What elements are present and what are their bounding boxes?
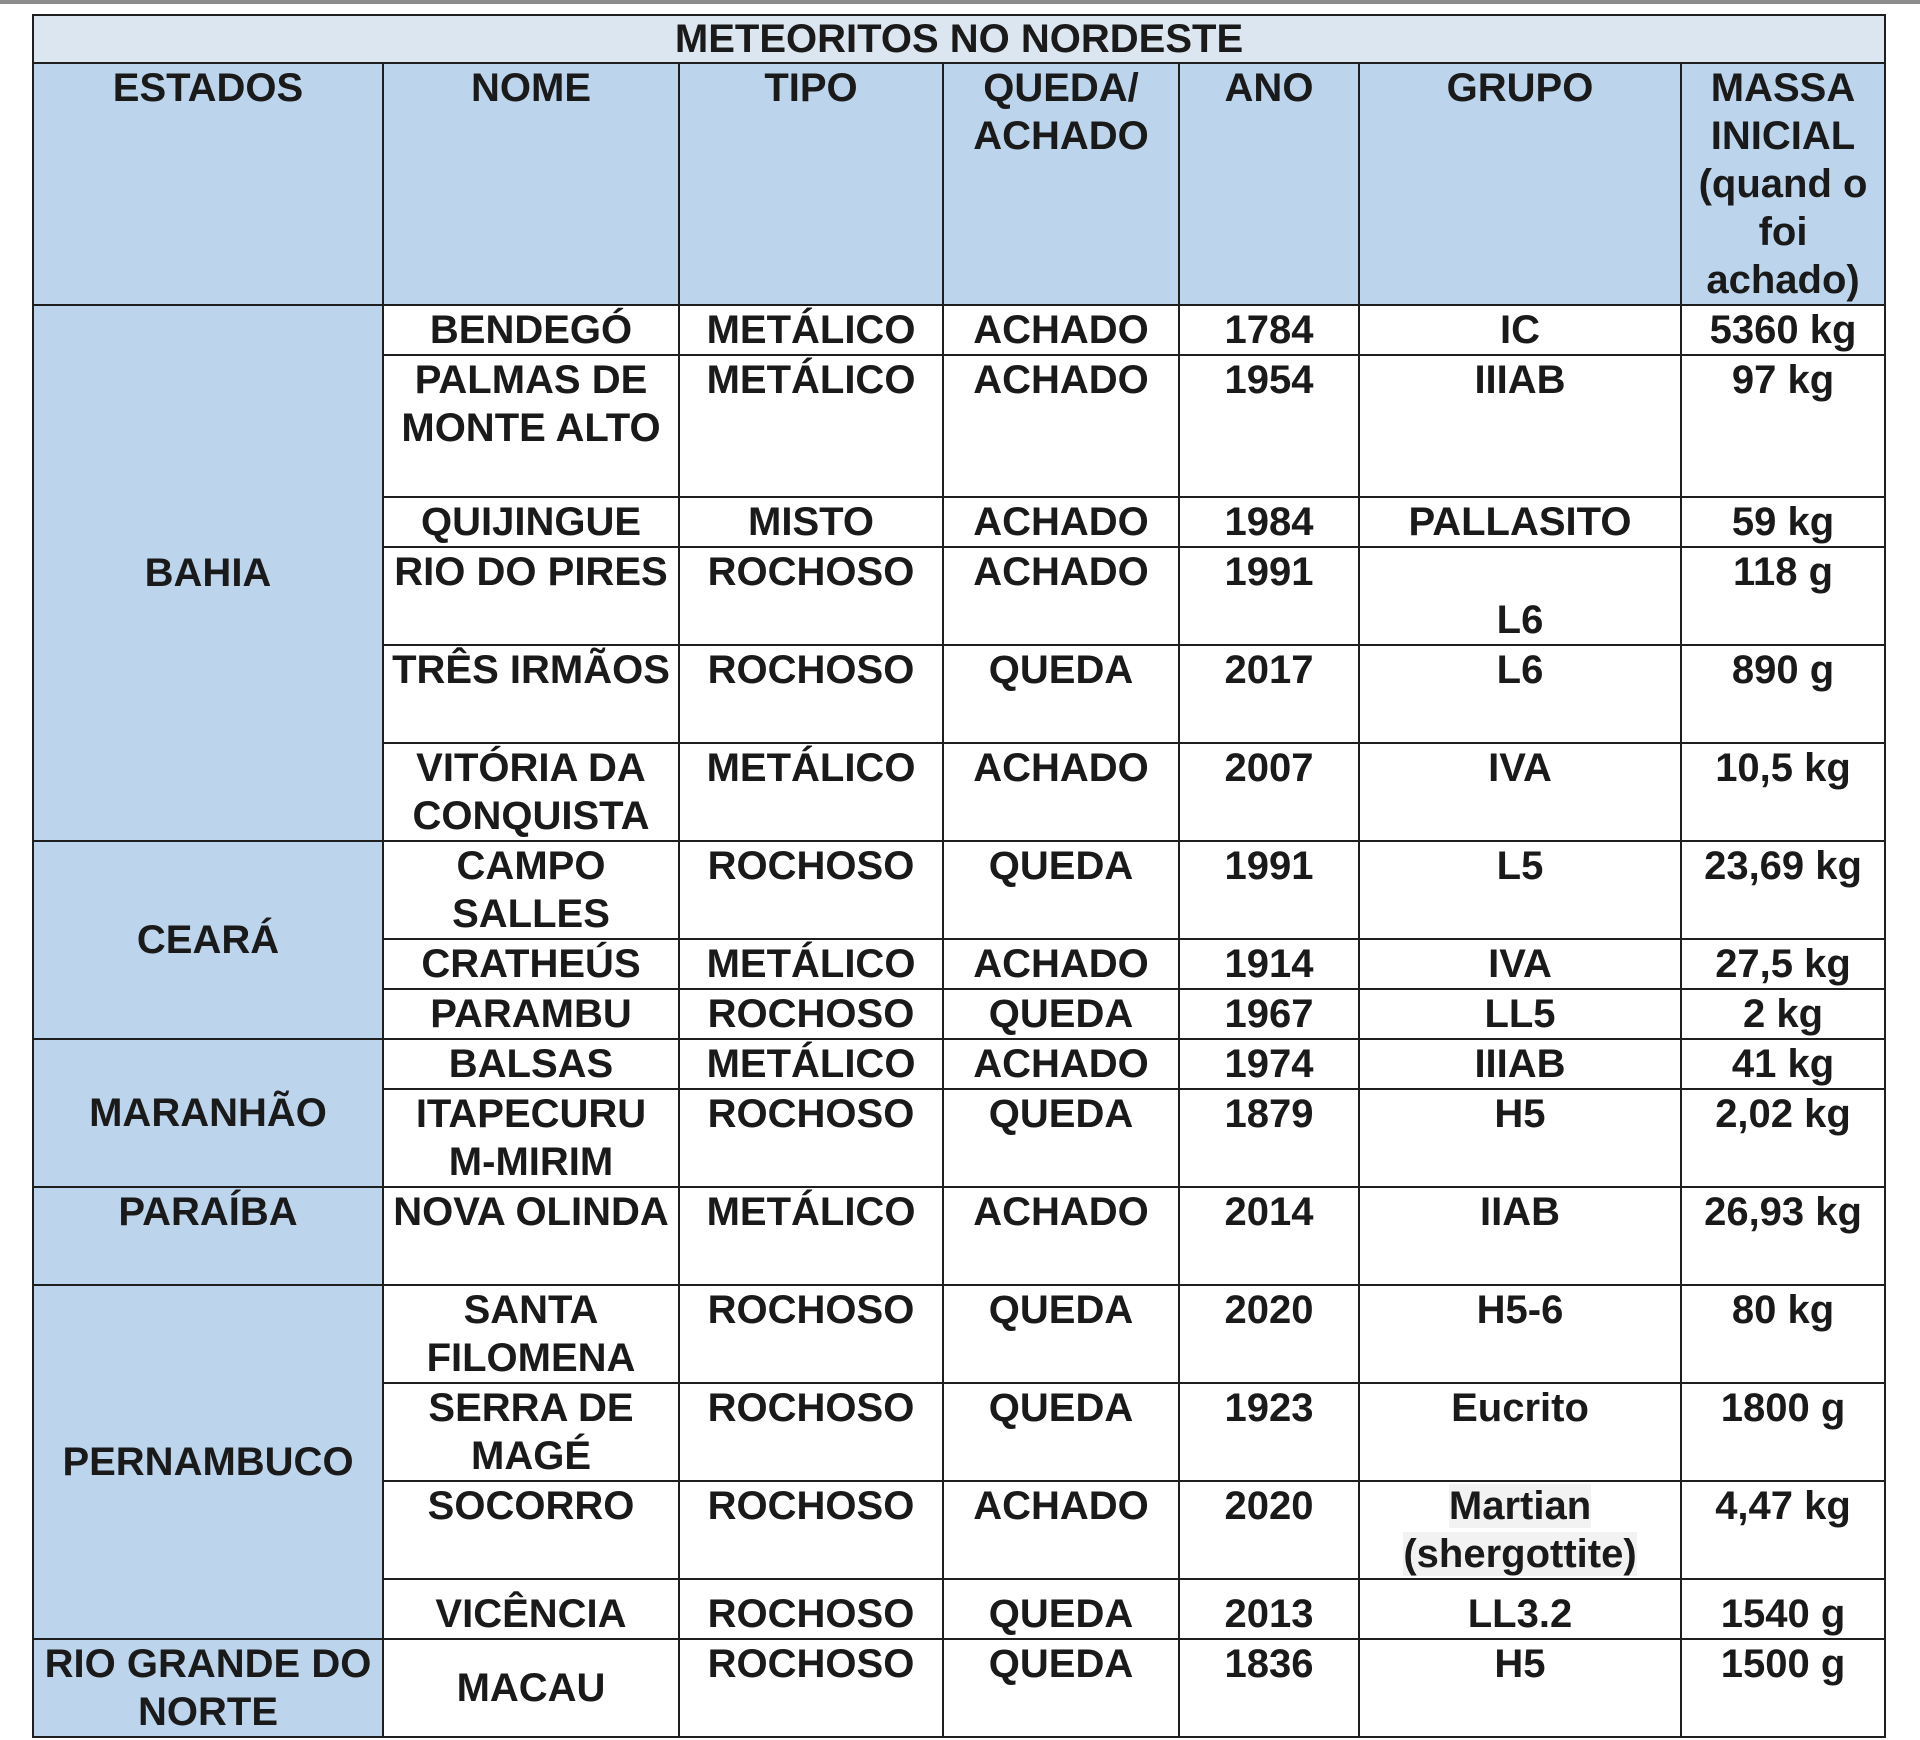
cell-ano: 2013 [1179, 1579, 1359, 1639]
header-nome: NOME [383, 63, 679, 305]
cell-tipo: MISTO [679, 497, 943, 547]
cell-tipo: ROCHOSO [679, 1383, 943, 1481]
table-title: METEORITOS NO NORDESTE [33, 15, 1885, 63]
header-row [33, 63, 1885, 305]
cell-massa: 2 kg [1681, 989, 1885, 1039]
meteorites-table [32, 14, 1886, 1738]
cell-massa: 97 kg [1681, 355, 1885, 497]
cell-nome: TRÊS IRMÃOS [383, 645, 679, 743]
state-maranhao: MARANHÃO [33, 1039, 383, 1187]
cell-queda: QUEDA [943, 989, 1179, 1039]
cell-ano: 1984 [1179, 497, 1359, 547]
meteorites-table-container [32, 14, 1884, 1738]
cell-tipo: ROCHOSO [679, 1089, 943, 1187]
cell-tipo: METÁLICO [679, 939, 943, 989]
cell-tipo: METÁLICO [679, 355, 943, 497]
cell-queda: ACHADO [943, 1187, 1179, 1285]
cell-tipo: ROCHOSO [679, 989, 943, 1039]
cell-nome: RIO DO PIRES [383, 547, 679, 645]
table-row [33, 1639, 1885, 1737]
cell-queda: ACHADO [943, 939, 1179, 989]
cell-queda: QUEDA [943, 1089, 1179, 1187]
cell-queda: ACHADO [943, 355, 1179, 497]
cell-grupo: H5 [1359, 1089, 1681, 1187]
cell-massa: 1540 g [1681, 1579, 1885, 1639]
cell-tipo: METÁLICO [679, 1039, 943, 1089]
cell-queda: ACHADO [943, 547, 1179, 645]
state-paraiba: PARAÍBA [33, 1187, 383, 1285]
table-row [33, 305, 1885, 355]
cell-massa: 80 kg [1681, 1285, 1885, 1383]
cell-queda: ACHADO [943, 305, 1179, 355]
header-estados: ESTADOS [33, 63, 383, 305]
cell-ano: 2017 [1179, 645, 1359, 743]
cell-nome: BENDEGÓ [383, 305, 679, 355]
cell-tipo: ROCHOSO [679, 841, 943, 939]
cell-massa: 23,69 kg [1681, 841, 1885, 939]
cell-queda: QUEDA [943, 841, 1179, 939]
cell-nome: CAMPO SALLES [383, 841, 679, 939]
cell-tipo: ROCHOSO [679, 1579, 943, 1639]
table-row [33, 1285, 1885, 1383]
cell-ano: 1991 [1179, 547, 1359, 645]
cell-queda: QUEDA [943, 1285, 1179, 1383]
cell-grupo: L5 [1359, 841, 1681, 939]
cell-grupo: IIIAB [1359, 355, 1681, 497]
cell-queda: QUEDA [943, 1639, 1179, 1737]
cell-nome: PARAMBU [383, 989, 679, 1039]
cell-massa: 4,47 kg [1681, 1481, 1885, 1579]
cell-massa: 890 g [1681, 645, 1885, 743]
cell-massa: 10,5 kg [1681, 743, 1885, 841]
cell-ano: 2020 [1179, 1285, 1359, 1383]
cell-ano: 2007 [1179, 743, 1359, 841]
cell-nome: BALSAS [383, 1039, 679, 1089]
header-grupo: GRUPO [1359, 63, 1681, 305]
cell-queda: ACHADO [943, 743, 1179, 841]
cell-ano: 1836 [1179, 1639, 1359, 1737]
cell-grupo: Eucrito [1359, 1383, 1681, 1481]
state-bahia: BAHIA [33, 305, 383, 841]
cell-grupo: IVA [1359, 743, 1681, 841]
cell-grupo: H5 [1359, 1639, 1681, 1737]
cell-massa: 5360 kg [1681, 305, 1885, 355]
table-row [33, 1039, 1885, 1089]
cell-ano: 1974 [1179, 1039, 1359, 1089]
cell-tipo: ROCHOSO [679, 1285, 943, 1383]
cell-nome: CRATHEÚS [383, 939, 679, 989]
header-ano: ANO [1179, 63, 1359, 305]
cell-tipo: ROCHOSO [679, 645, 943, 743]
cell-ano: 2020 [1179, 1481, 1359, 1579]
cell-nome: MACAU [383, 1639, 679, 1737]
state-rio-grande-do-norte: RIO GRANDE DO NORTE [33, 1639, 383, 1737]
header-queda-achado: QUEDA/ ACHADO [943, 63, 1179, 305]
cell-ano: 1879 [1179, 1089, 1359, 1187]
cell-massa: 27,5 kg [1681, 939, 1885, 989]
cell-ano: 1923 [1179, 1383, 1359, 1481]
cell-grupo: LL3.2 [1359, 1579, 1681, 1639]
cell-grupo: IVA [1359, 939, 1681, 989]
cell-tipo: METÁLICO [679, 1187, 943, 1285]
cell-grupo: LL5 [1359, 989, 1681, 1039]
cell-nome: VICÊNCIA [383, 1579, 679, 1639]
cell-ano: 1967 [1179, 989, 1359, 1039]
table-row [33, 1187, 1885, 1285]
cell-tipo: ROCHOSO [679, 1481, 943, 1579]
header-massa-inicial: MASSA INICIAL (quand o foi achado) [1681, 63, 1885, 305]
cell-ano: 1914 [1179, 939, 1359, 989]
cell-grupo: L6 [1359, 645, 1681, 743]
cell-tipo: ROCHOSO [679, 1639, 943, 1737]
cell-ano: 2014 [1179, 1187, 1359, 1285]
cell-nome: ITAPECURU M-MIRIM [383, 1089, 679, 1187]
cell-tipo: ROCHOSO [679, 547, 943, 645]
cell-nome: NOVA OLINDA [383, 1187, 679, 1285]
cell-grupo: L6 [1359, 547, 1681, 645]
cell-grupo: IIIAB [1359, 1039, 1681, 1089]
cell-queda: ACHADO [943, 1481, 1179, 1579]
header-tipo: TIPO [679, 63, 943, 305]
cell-massa: 2,02 kg [1681, 1089, 1885, 1187]
cell-grupo: PALLASITO [1359, 497, 1681, 547]
cell-queda: ACHADO [943, 497, 1179, 547]
cell-nome: QUIJINGUE [383, 497, 679, 547]
cell-tipo: METÁLICO [679, 305, 943, 355]
cell-massa: 59 kg [1681, 497, 1885, 547]
cell-grupo [1359, 1481, 1681, 1579]
state-ceara: CEARÁ [33, 841, 383, 1039]
cell-nome: SANTA FILOMENA [383, 1285, 679, 1383]
cell-massa: 1800 g [1681, 1383, 1885, 1481]
cell-grupo: H5-6 [1359, 1285, 1681, 1383]
cell-tipo: METÁLICO [679, 743, 943, 841]
state-pernambuco: PERNAMBUCO [33, 1285, 383, 1639]
cell-grupo-text: Martian (shergottite) [1403, 1484, 1637, 1576]
cell-nome: SERRA DE MAGÉ [383, 1383, 679, 1481]
cell-queda: QUEDA [943, 1383, 1179, 1481]
table-row [33, 841, 1885, 939]
cell-ano: 1991 [1179, 841, 1359, 939]
cell-queda: ACHADO [943, 1039, 1179, 1089]
cell-massa: 26,93 kg [1681, 1187, 1885, 1285]
cell-queda: QUEDA [943, 645, 1179, 743]
cell-grupo: IC [1359, 305, 1681, 355]
cell-nome: PALMAS DE MONTE ALTO [383, 355, 679, 497]
top-rule [0, 0, 1920, 4]
cell-massa: 118 g [1681, 547, 1885, 645]
cell-massa: 41 kg [1681, 1039, 1885, 1089]
cell-grupo: IIAB [1359, 1187, 1681, 1285]
cell-nome: SOCORRO [383, 1481, 679, 1579]
cell-nome: VITÓRIA DA CONQUISTA [383, 743, 679, 841]
cell-queda: QUEDA [943, 1579, 1179, 1639]
cell-ano: 1784 [1179, 305, 1359, 355]
cell-ano: 1954 [1179, 355, 1359, 497]
cell-massa: 1500 g [1681, 1639, 1885, 1737]
